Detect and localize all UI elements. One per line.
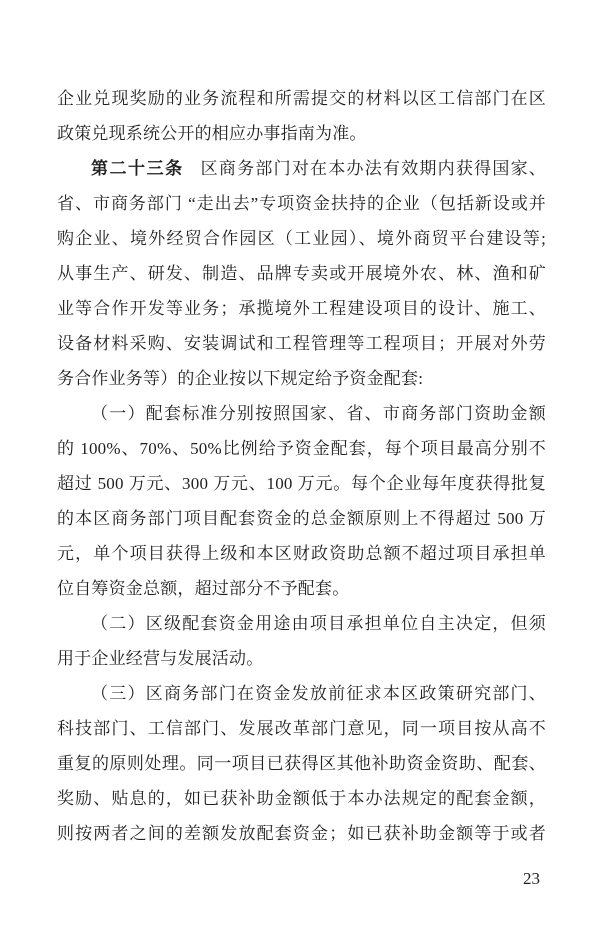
- text-line: 设备材料采购、安装调试和工程管理等工程项目；开展对外劳: [57, 334, 546, 353]
- text-line: 奖励、贴息的，如已获补助金额低于本办法规定的配套金额，: [57, 789, 546, 808]
- text-line: 元，单个项目获得上级和本区财政资助总额不超过项目承担单: [57, 544, 546, 563]
- text-line: （一）配套标准分别按照国家、省、市商务部门资助金额: [91, 404, 546, 423]
- text-line: 重复的原则处理。同一项目已获得区其他补助资金资助、配套、: [57, 754, 546, 773]
- text-line: 从事生产、研发、制造、品牌专卖或开展境外农、林、渔和矿: [57, 264, 546, 283]
- text-line-body: 区商务部门对在本办法有效期内获得国家、: [199, 159, 546, 178]
- text-line: 务合作业务等）的企业按以下规定给予资金配套:: [57, 369, 424, 388]
- text-line: 的 100%、70%、50%比例给予资金配套，每个项目最高分别不: [57, 439, 546, 458]
- page-body: [57, 81, 546, 851]
- page-number: 23: [523, 869, 540, 888]
- article-number-heading: 第二十三条: [91, 159, 184, 178]
- text-line: （三）区商务部门在资金发放前征求本区政策研究部门、: [91, 684, 546, 703]
- text-line: 省、市商务部门 “走出去”专项资金扶持的企业（包括新设或并: [57, 194, 546, 213]
- text-line: 则按两者之间的差额发放配套资金；如已获补助金额等于或者: [57, 824, 546, 843]
- text-line: 超过 500 万元、300 万元、100 万元。每个企业每年度获得批复: [57, 474, 546, 493]
- text-line: 业等合作开发等业务；承揽境外工程建设项目的设计、施工、: [57, 299, 546, 318]
- text-line: 位自筹资金总额，超过部分不予配套。: [57, 579, 350, 598]
- text-line: 购企业、境外经贸合作园区（工业园）、境外商贸平台建设等;: [57, 229, 546, 248]
- text-line: 用于企业经营与发展活动。: [57, 649, 264, 668]
- text-line: [57, 151, 546, 186]
- text-line: （二）区级配套资金用途由项目承担单位自主决定，但须: [91, 614, 546, 633]
- text-line: 企业兑现奖励的业务流程和所需提交的材料以区工信部门在区: [57, 89, 546, 108]
- text-line: 政策兑现系统公开的相应办事指南为准。: [57, 124, 367, 143]
- text-line: 科技部门、工信部门、发展改革部门意见，同一项目按从高不: [57, 719, 546, 738]
- text-line: 的本区商务部门项目配套资金的总金额原则上不得超过 500 万: [57, 509, 546, 528]
